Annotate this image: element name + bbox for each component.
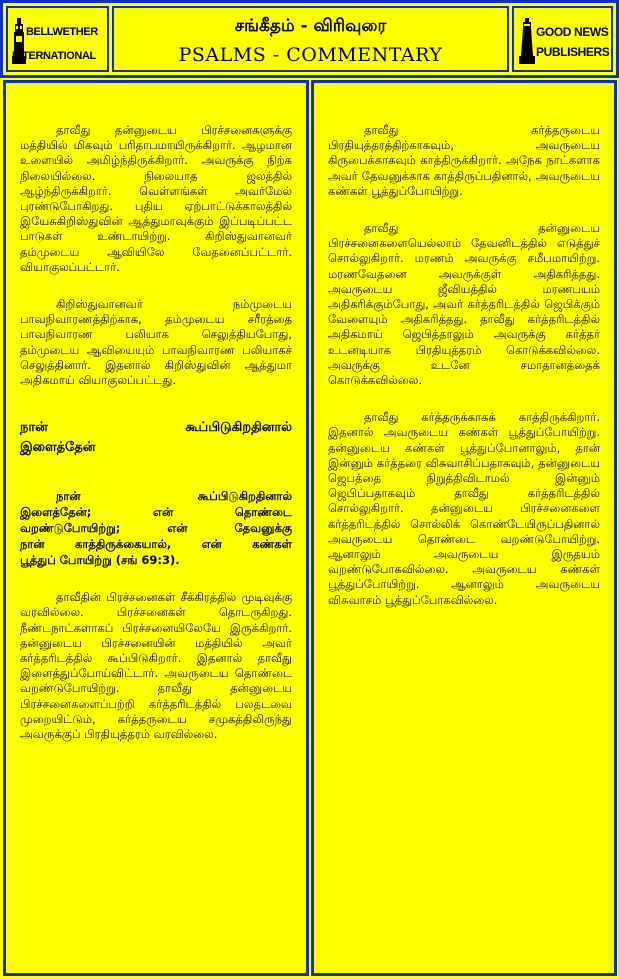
left-paragraph-1: தாவீது தன்னுடைய பிரச்சனைகளுக்கு மத்தியில் மிகவும் பரிதாபமாயிருக்கிறார். ஆழமான உளையில் அமிழ்ந்திருக்கிறார். அவருக்கு நிற்க நிலையில்லை. நிலையாத ஜலத்தில் ஆழ்ந்திருக்கிறார். வெள்ளங்கள் அவர்மேல் புரண்டுபோகிறது. புதிய ஏற்பாட்டுக்காலத்தில் இயேசுகிறிஸ்துவின் ஆத்துமாவுக்கும் இப்படிப்பட்ட பாடுகள் உண்டாயிற்று. கிறிஸ்துவானவர் தம்முடைய ஆவியிலே வேதனைப்பட்டார். வியாகுலப்பட்டார். (20, 123, 292, 274)
scripture-quote-line-5: பூத்துப் போயிற்று (சங் 69:3). (20, 553, 180, 568)
left-column (3, 80, 309, 976)
scripture-quote (20, 488, 292, 568)
right-paragraph-3: தாவீது கர்த்தருக்காகக் காத்திருக்கிறார். இதனால் அவருடைய கண்கள் பூத்துப்போயிற்று. தன்னுடைய கண்கள் பூத்துப்போனாலும், தான் இன்னும் கர்த்தரை விசுவாசிப்பதாகவும், தன்னுடைய ஜெபத்தை நிறுத்திவிடாமல் இன்னும் ஜெபிப்பதாகவும் தாவீது கர்த்தரிடத்தில் சொல்லுகிறார். தன்னுடைய பிரச்சனைகளை கர்த்தரிடத்தில் சொல்லிக் கொண்டேயிருப்பதினால் அவருடைய தொண்டை வறண்டுபோயிற்று. ஆனாலும் அவருடைய இருதயம் வறண்டுபோகவில்லை. அவருடைய கண்கள் பூத்துப்போயிற்று. ஆனாலும் அவருடைய விசுவாசம் பூத்துப்போகவில்லை. (328, 410, 600, 607)
lighthouse-icon (519, 18, 535, 64)
right-paragraph-2: தாவீது தன்னுடைய பிரச்சனைகளையெல்லாம் தேவனிடத்தில் எடுத்துச் சொல்லுகிறார். மரணம் அவருக்கு சமீபமாயிற்று. மரணவேதனை அவருக்குள் அதிகரித்தது. அவருடைய ஜீவியத்தில் மரணபயம் அதிகரிக்கும்போது, அவர் கர்த்தரிடத்தில் ஜெபிக்கும் வேளையும் அதிகரித்தது. தாவீது கர்த்தரிடத்தில் அதிகமாய் ஜெபித்தாலும் அவருக்கு கர்த்தர் உடனடியாக பிரதியுத்தரம் கொடுக்கவில்லை. அவருக்கு உடனே சமாதானத்தைக் கொடுக்கவில்லை. (328, 221, 600, 388)
good-news-logo-line1: GOOD NEWS (536, 25, 609, 39)
section-heading (20, 418, 292, 458)
right-column (311, 80, 617, 976)
section-heading-line-2: இளைத்தேன் (20, 440, 96, 456)
title-english: PSALMS - COMMENTARY (178, 44, 443, 66)
good-news-logo (512, 6, 613, 72)
bellwether-logo-line2: INTERNATIONAL (12, 50, 96, 62)
left-paragraph-3: தாவீதின் பிரச்சனைகள் சீக்கிரத்தில் முடிவுக்கு வரவில்லை. பிரச்சனைகள் தொடருகிறது. நீண்டநாட்களாகப் பிரச்சனையிலேயே இருக்கிறார். தன்னுடைய பிரச்சனையின் மத்தியில் அவர் கர்த்தரிடத்தில் கூப்பிடுகிறார். இதனால் தாவீது இளைத்துப்போய்விட்டார். அவருடைய தொண்டை வறண்டுபோயிற்று. தாவீது தன்னுடைய பிரச்சனைகளைப்பற்றி கர்த்தரிடத்தில் பலதடவை முறையிட்டும், கர்த்தருடைய சமுகத்திலிருந்து அவருக்குப் பிரதியுத்தரம் வரவில்லை. (20, 590, 292, 742)
bellwether-logo (6, 6, 109, 72)
title-tamil: சங்கீதம் - விரிவுரை (234, 16, 387, 36)
scripture-quote-line-1: நான் கூப்பிடுகிறதினால் (56, 489, 292, 504)
scripture-quote-line-3: வறண்டுபோயிற்று; என் தேவனுக்கு (20, 521, 292, 536)
scripture-quote-line-2: இளைத்தேன்; என் தொண்டை (20, 505, 292, 520)
left-paragraph-2: கிறிஸ்துவானவர் நம்முடைய பாவநிவாரணத்திற்காக, தம்முடைய சரீரத்தை பாவநிவாரண பலியாக செலுத்தியபோது, தம்முடைய ஆவியையும் பாவநிவாரண பலியாகச் செலுத்தினார். இதனால் கிறிஸ்துவின் ஆத்துமா அதிகமாய் வியாகுலப்பட்டது. (20, 297, 292, 388)
right-paragraph-1: தாவீது கர்த்தருடைய பிரதியுத்தரத்திற்காகவும், அவருடைய கிருபைக்காகவும் காத்திருக்கிறார். அநேக நாட்களாக அவர் தேவனுக்காக காத்திருப்பதினால், அவருடைய கண்கள் பூத்துப்போயிற்று. (328, 123, 600, 198)
header (0, 0, 619, 78)
title-box (112, 6, 509, 72)
good-news-logo-line2: PUBLISHERS (536, 45, 610, 59)
section-heading-line-1: நான் கூப்பிடுகிறதினால் (20, 420, 292, 436)
scripture-quote-line-4: நான் காத்திருக்கையால், என் கண்கள் (20, 537, 292, 552)
bellwether-logo-line1: BELLWETHER (26, 26, 98, 38)
